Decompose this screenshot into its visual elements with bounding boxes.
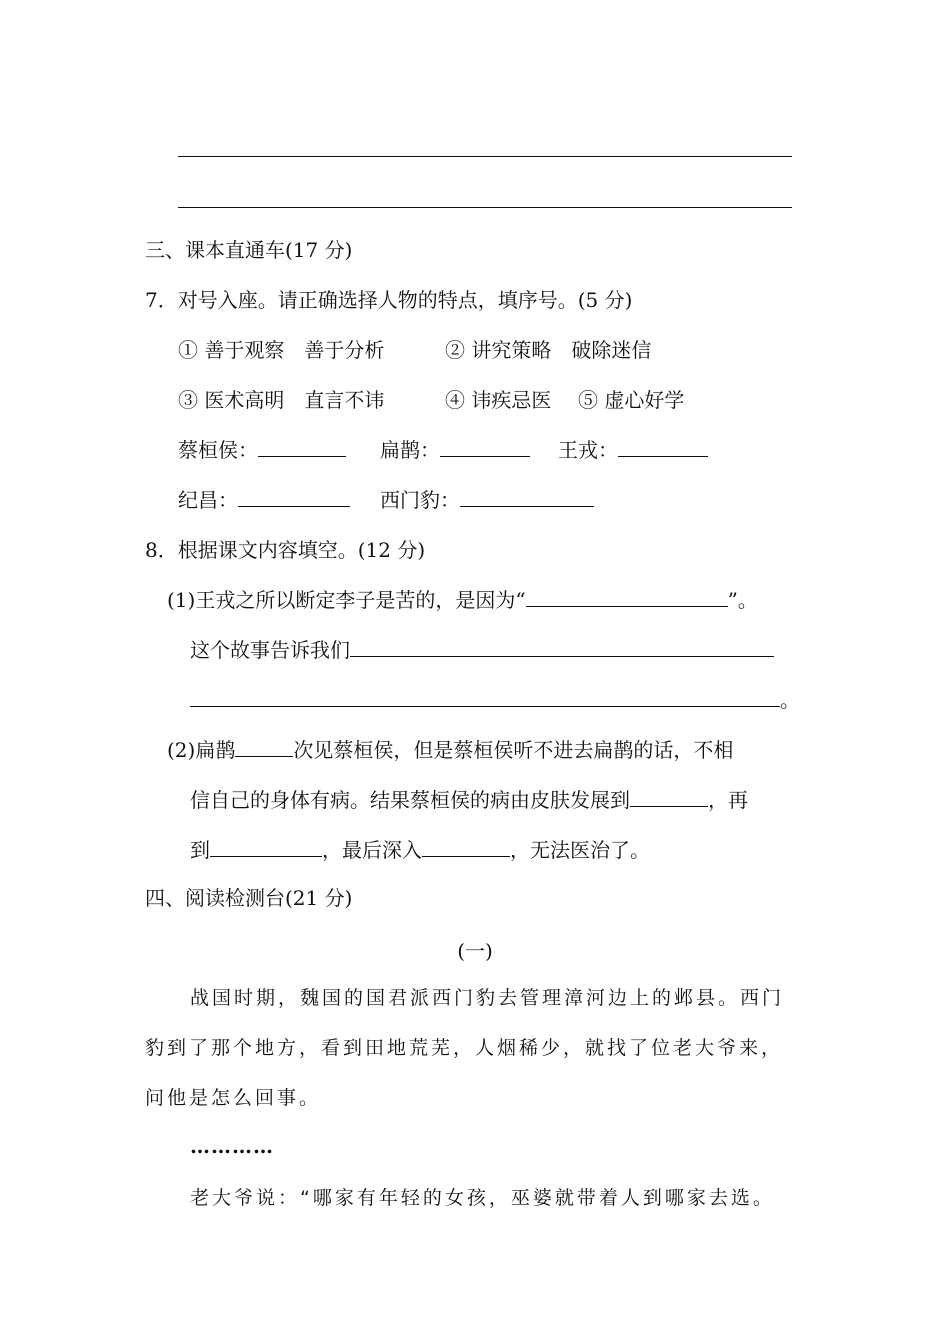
q8-part1-text: (1)王戎之所以断定李子是苦的，是因为“ xyxy=(167,588,526,612)
section3-heading: 三、课本直通车(17 分) xyxy=(145,238,353,262)
answer-line-1[interactable] xyxy=(178,156,792,157)
q7-row-1c xyxy=(558,436,708,464)
q8-part1-line3 xyxy=(190,686,800,714)
q8-part1-period: 。 xyxy=(780,688,800,712)
q8-part2-text-c: 信自己的身体有病。结果蔡桓侯的病由皮肤发展到 xyxy=(190,788,630,812)
blank-lesson-2[interactable] xyxy=(190,686,780,707)
q8-part1-close: ”。 xyxy=(727,588,758,612)
q8-part2-text-g: ，无法医治了。 xyxy=(510,838,650,862)
story-paragraph-2-line-1: 老大爷说：“哪家有年轻的女孩，巫婆就带着人到哪家去选。 xyxy=(190,1187,775,1209)
section4-heading: 四、阅读检测台(21 分) xyxy=(145,886,353,910)
blank-jichang[interactable] xyxy=(238,486,350,507)
blank-disease-stage-2[interactable] xyxy=(210,836,322,857)
name-ximenbao: 西门豹： xyxy=(380,488,460,512)
blank-wangrong-reason[interactable] xyxy=(526,586,728,607)
q7-option-1: ① 善于观察 善于分析 xyxy=(178,338,385,362)
q8-part2-line1 xyxy=(167,736,733,764)
blank-lesson-1[interactable] xyxy=(350,636,774,657)
q7-option-2: ② 讲究策略 破除迷信 xyxy=(445,338,652,362)
blank-visit-count[interactable] xyxy=(235,736,293,757)
q8-part1-line2 xyxy=(190,636,774,664)
q7-row-1b xyxy=(380,436,530,464)
blank-wangrong[interactable] xyxy=(618,436,708,457)
q7-option-4: ④ 讳疾忌医 xyxy=(445,388,552,412)
q8-part1-lesson-label: 这个故事告诉我们 xyxy=(190,638,350,662)
q7-option-3: ③ 医术高明 直言不讳 xyxy=(178,388,385,412)
q8-stem: 8．根据课文内容填空。(12 分) xyxy=(145,538,426,562)
q7-row-2 xyxy=(178,486,350,514)
story-ellipsis: ………… xyxy=(190,1134,274,1158)
q7-option-5: ⑤ 虚心好学 xyxy=(578,388,685,412)
q8-part1-line1 xyxy=(167,586,758,614)
q8-part2-line2 xyxy=(190,786,748,814)
reading-part-title: (一) xyxy=(457,939,493,963)
name-wangrong: 王戎： xyxy=(558,438,618,462)
answer-line-2[interactable] xyxy=(178,207,792,208)
blank-bianque[interactable] xyxy=(440,436,530,457)
name-jichang: 纪昌： xyxy=(178,488,238,512)
story-paragraph-1-line-1: 战国时期，魏国的国君派西门豹去管理漳河边上的邺县。西门 xyxy=(190,987,785,1009)
q8-part2-text-e: 到 xyxy=(190,838,210,862)
story-paragraph-1-line-3: 问他是怎么回事。 xyxy=(145,1087,322,1109)
blank-disease-stage-3[interactable] xyxy=(422,836,510,857)
q8-part2-text-a: (2)扁鹊 xyxy=(167,738,236,762)
blank-disease-stage-1[interactable] xyxy=(630,786,708,807)
blank-ximenbao[interactable] xyxy=(460,486,594,507)
story-paragraph-1-line-2: 豹到了那个地方，看到田地荒芜，人烟稀少，就找了位老大爷来， xyxy=(145,1037,784,1059)
name-bianque: 扁鹊： xyxy=(380,438,440,462)
q7-row-2b xyxy=(380,486,594,514)
q8-part2-text-b: 次见蔡桓侯，但是蔡桓侯听不进去扁鹊的话，不相 xyxy=(293,738,734,762)
q8-part2-text-f: ，最后深入 xyxy=(322,838,422,862)
q7-stem: 7．对号入座。请正确选择人物的特点，填序号。(5 分) xyxy=(145,288,633,312)
q8-part2-line3 xyxy=(190,836,650,864)
q8-part2-text-d: ，再 xyxy=(708,788,748,812)
blank-caihuanhou[interactable] xyxy=(258,436,346,457)
name-caihuanhou: 蔡桓侯： xyxy=(178,438,258,462)
q7-row-1 xyxy=(178,436,346,464)
